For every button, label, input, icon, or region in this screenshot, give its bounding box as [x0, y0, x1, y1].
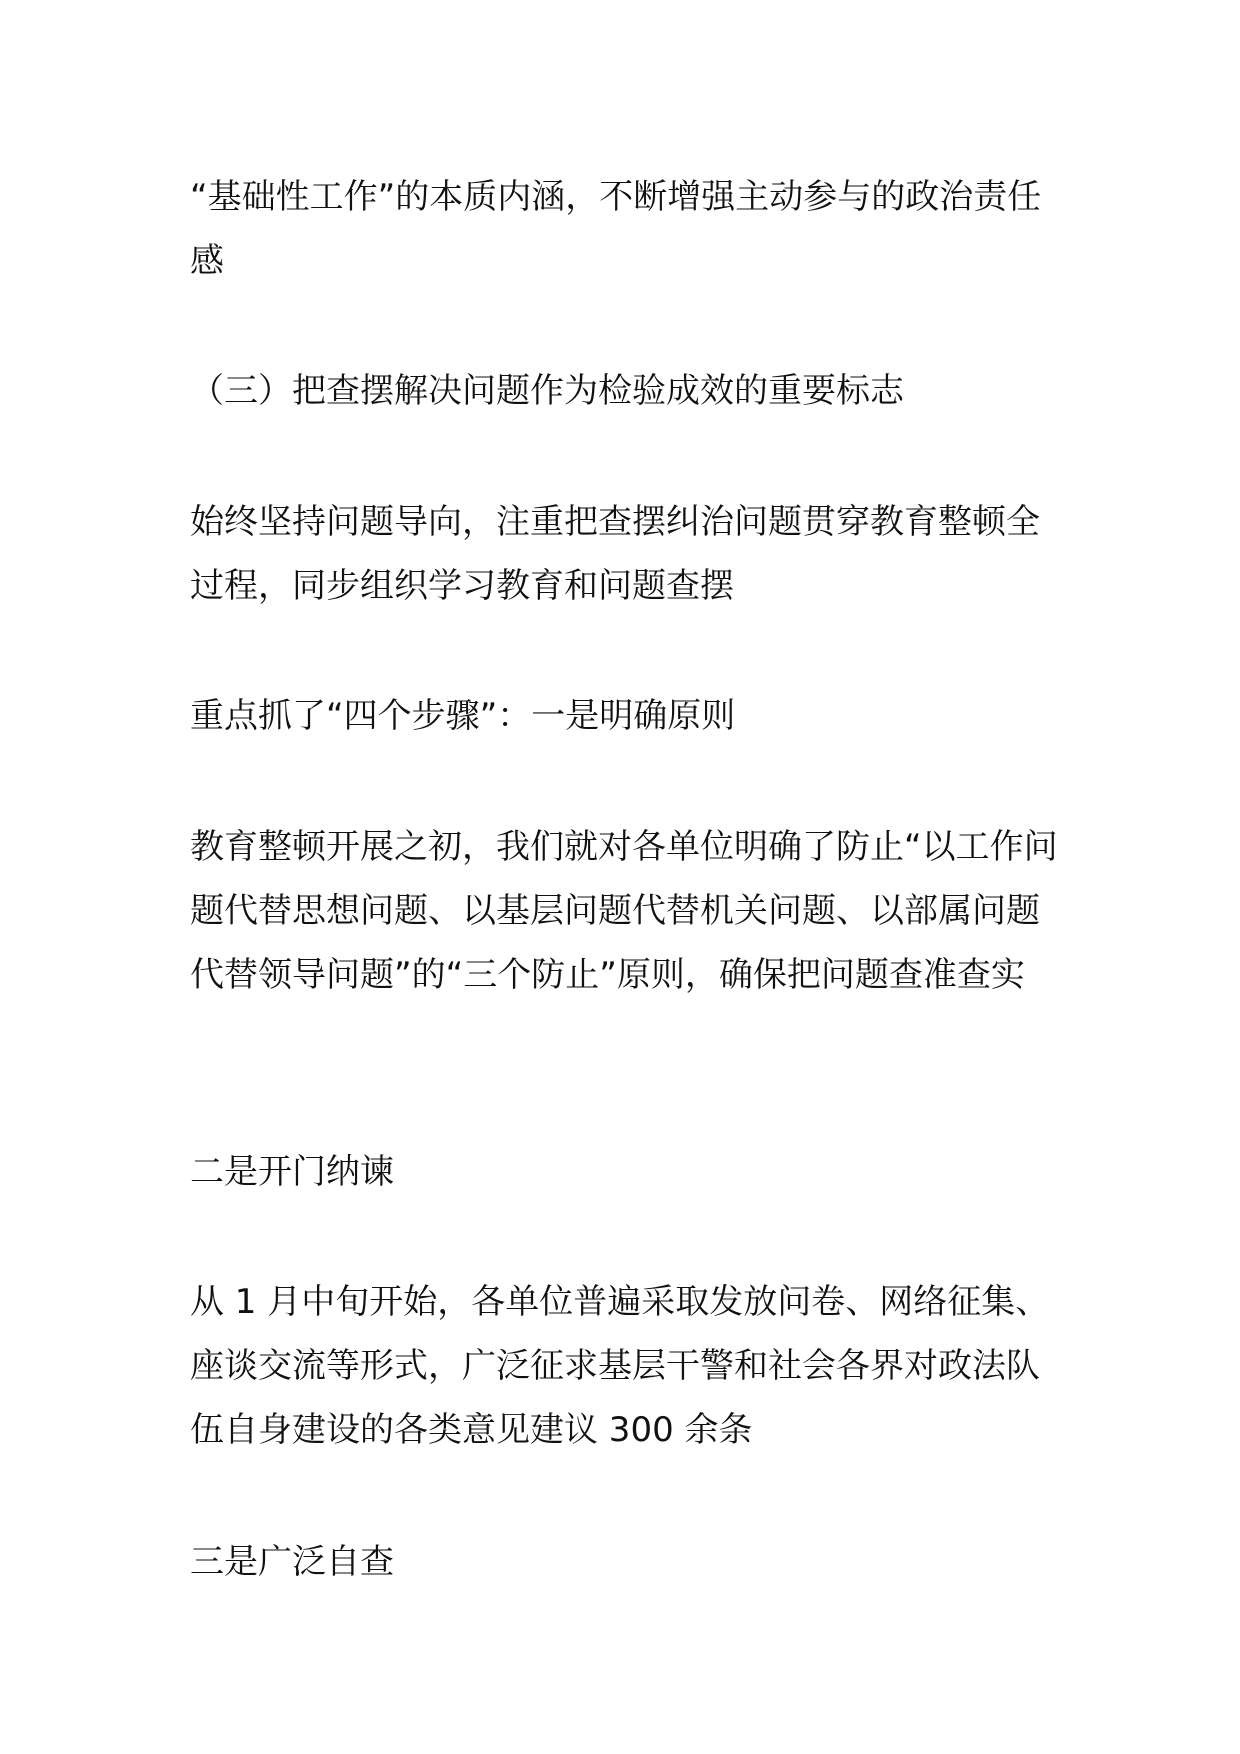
paragraph-problem-orientation: 始终坚持问题导向，注重把查摆纠治问题贯穿教育整顿全过程，同步组织学习教育和问题查摆 [190, 502, 1040, 606]
paragraph-solicit-opinions: 从 1 月中旬开始，各单位普遍采取发放问卷、网络征集、座谈交流等形式，广泛征求基层干警和社会各界对政法队伍自身建设的各类意见建议 300 余条 [190, 1282, 1050, 1450]
paragraph-self-check: 三是广泛自查 [190, 1542, 394, 1582]
paragraph-four-steps: 重点抓了“四个步骤”：一是明确原则 [190, 696, 736, 736]
paragraph-basic-work: “基础性工作”的本质内涵，不断增强主动参与的政治责任感 [190, 177, 1042, 281]
paragraph-three-prevention: 教育整顿开展之初，我们就对各单位明确了防止“以工作问题代替思想问题、以基层问题代替机关问题、以部属问题代替领导问题”的“三个防止”原则，确保把问题查准查实 [190, 827, 1058, 995]
section-heading-3: （三）把查摆解决问题作为检验成效的重要标志 [190, 371, 904, 411]
paragraph-open-door: 二是开门纳谏 [190, 1152, 394, 1192]
